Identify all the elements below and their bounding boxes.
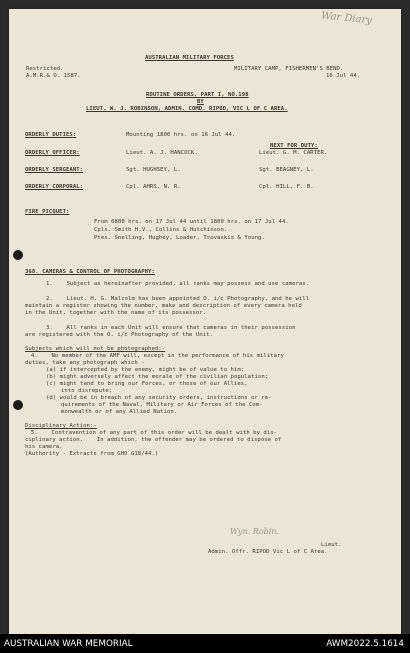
document-page — [9, 9, 401, 634]
orderly-corporal-next: Cpl. HILL, F. B. — [259, 184, 314, 190]
order-date: 16 Jul 44. — [326, 73, 361, 79]
order-para-3-line-2: are registered with the O. i/c Photography of the Unit. — [25, 332, 213, 338]
orders-author: LIEUT. W. J. ROBINSON, ADMIN. COMD. RIPOD, VIC L OF C AREA. — [86, 106, 288, 112]
orders-title: ROUTINE ORDERS, PART I, NO.198 — [146, 92, 249, 98]
order-para-4-d-3: monwealth or of any Allied Nation. — [61, 409, 178, 415]
order-para-4-a: (a) if intercepted by the enemy, might be of value to him; — [46, 367, 245, 373]
fire-picquet-label: FIRE PICQUET: — [25, 209, 70, 215]
order-para-4-c-2: into disrepute; — [61, 388, 113, 394]
order-para-4-c-1: (c) might tend to bring our Forces, or those of our Allies, — [46, 381, 248, 387]
orderly-duties-label: ORDERLY DUTIES: — [25, 132, 77, 138]
order-para-3-line-1: 3. All ranks in each Unit will ensure that cameras in their possession — [46, 325, 296, 331]
fire-picquet-line-3: Ptes. Snelling, Hughey, Loader, Trovaskis & Young. — [94, 235, 265, 241]
order-para-4-b: (b) might adversely affect the morale of the civilian population; — [46, 374, 269, 380]
footer-source: AUSTRALIAN WAR MEMORIAL — [4, 639, 133, 649]
orderly-sergeant-label: ORDERLY SERGEANT: — [25, 167, 84, 173]
header-title: AUSTRALIAN MILITARY FORCES — [145, 55, 234, 61]
fire-picquet-line-1: From 0800 hrs. on 17 Jul 44 until 1800 hrs. on 17 Jul 44. — [94, 219, 289, 225]
order-para-4-line-2: duties, take any photograph which - — [25, 360, 145, 366]
fire-picquet-line-2: Cpls. Smith H.V., Collins & Hutchinson. — [94, 227, 228, 233]
signature-scribble: Wyn. Robin. — [230, 527, 280, 536]
order-para-4-d-2: quirements of the Naval, Military or Air Forces of the Com- — [61, 402, 263, 408]
order-para-5-line-3: his camera. — [25, 444, 63, 450]
punch-hole — [13, 250, 23, 260]
order-para-1: 1. Subject as hereinafter provided, all ranks may possess and use cameras. — [46, 281, 310, 287]
signature-rank: Lieut. — [321, 542, 342, 548]
camp-name: MILITARY CAMP, FISHERMEN'S BEND. — [234, 66, 344, 72]
orderly-officer-next: Lieut. G. M. CARTER. — [259, 150, 328, 156]
signature-title: Admin. Offr. RIPOD Vic L of C Area. — [208, 549, 328, 555]
next-for-duty-label: NEXT FOR DUTY: — [270, 143, 318, 149]
order-para-2-line-2: maintain a register showing the number, make and description of every camera held — [25, 303, 302, 309]
orderly-corporal-now: Cpl. AHRS, N. R. — [126, 184, 181, 190]
footer-catalogue-id: AWM2022.5.1614 — [326, 639, 404, 649]
orderly-officer-now: Lieut. A. J. HANCOCK. — [126, 150, 198, 156]
order-368-heading: 368. CAMERAS & CONTROL OF PHOTOGRAPHY: — [25, 269, 155, 275]
reference-number: A.M.R.& O. 1587. — [26, 73, 81, 79]
order-para-4-line-1: 4. No member of the AMF will, except in the performance of his military — [31, 353, 284, 359]
archive-footer — [0, 634, 410, 653]
orderly-corporal-label: ORDERLY CORPORAL: — [25, 184, 84, 190]
orders-by: BY — [197, 99, 204, 105]
order-para-2-line-1: 2. Lieut. H. G. Malcolm has been appointed O. i/c Photography, and he will — [46, 296, 310, 302]
order-para-2-line-3: in the Unit, together with the name of its possessor. — [25, 310, 207, 316]
restricted-label: Restricted. — [26, 66, 64, 72]
orderly-officer-label: ORDERLY OFFICER: — [25, 150, 80, 156]
orderly-sergeant-now: Sgt. HUGHSEY, L. — [126, 167, 181, 173]
order-para-4-d-1: (d) would be in breach of any security orders, instructions or re- — [46, 395, 272, 401]
authority-line: (Authority - Extracts from GHO G18/44.) — [25, 451, 159, 457]
orderly-duties-text: Mounting 1800 hrs. on 16 Jul 44. — [126, 132, 236, 138]
order-para-5-line-2: ciplinary action. In addition, the offender may be ordered to dispose of — [25, 437, 282, 443]
war-diary-handwritten-stamp: War Diary — [320, 10, 373, 27]
order-para-5-line-1: 5. Contravention of any part of this order will be dealt with by dis- — [31, 430, 278, 436]
disciplinary-heading: Disciplinary Action:- — [25, 423, 97, 429]
punch-hole — [13, 400, 23, 410]
subjects-heading: Subjects which will not be photographed:- — [25, 346, 166, 352]
orderly-sergeant-next: Sgt. BEAGNEY, L. — [259, 167, 314, 173]
